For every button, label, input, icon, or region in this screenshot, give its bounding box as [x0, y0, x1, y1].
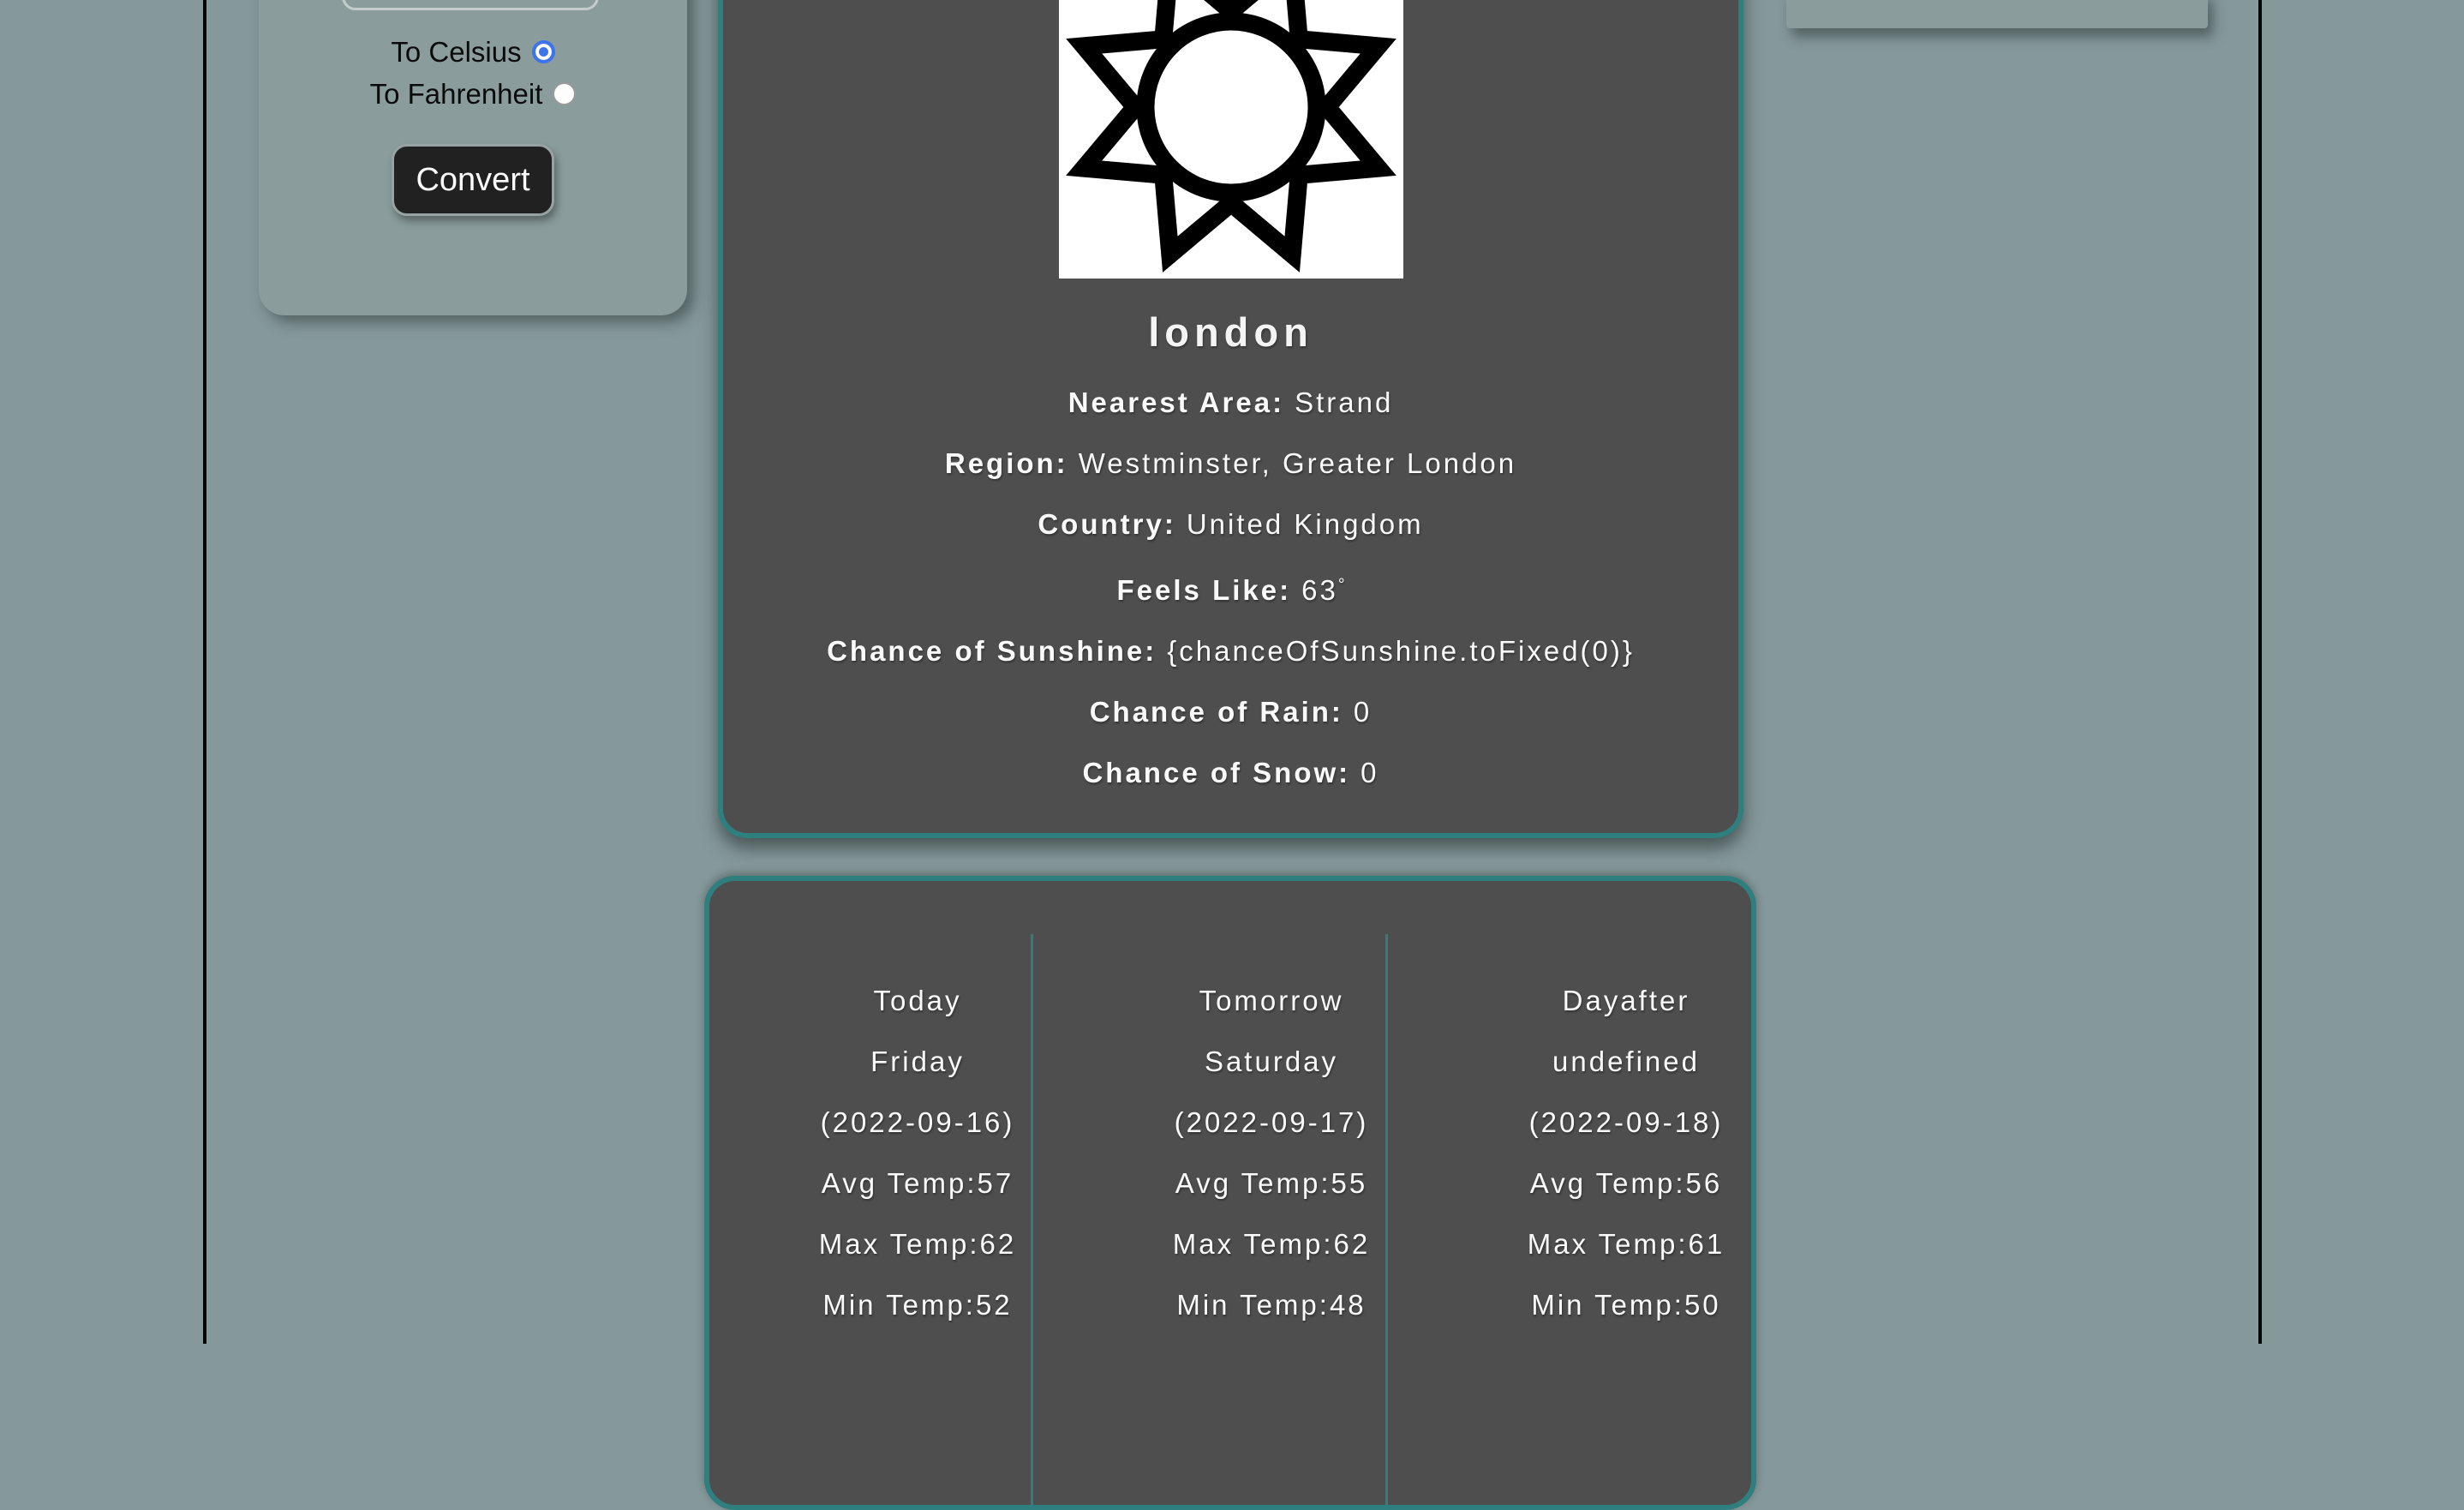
degree-symbol: ° [1337, 576, 1345, 594]
forecast-title: Dayafter [1562, 985, 1690, 1016]
forecast-max-temp: Max Temp:61 [1527, 1228, 1725, 1260]
sun-icon [1059, 0, 1403, 279]
weather-details [723, 387, 1738, 818]
forecast-min-temp: Min Temp:52 [822, 1289, 1013, 1321]
nearest-area-row: Nearest Area: Strand [1068, 386, 1394, 418]
fahrenheit-radio[interactable] [553, 82, 576, 105]
unit-radio-group [259, 31, 687, 115]
celsius-label: To Celsius [391, 36, 522, 68]
forecast-day: undefined [1552, 1046, 1700, 1077]
feels-like-row: Feels Like: 63° [1116, 574, 1345, 606]
chance-of-rain-row: Chance of Rain: 0 [1089, 696, 1373, 728]
forecast-day: Saturday [1204, 1046, 1339, 1077]
country-row: Country: United Kingdom [1038, 508, 1424, 540]
current-weather-card [718, 0, 1743, 838]
forecast-title: Tomorrow [1199, 985, 1344, 1016]
temperature-input[interactable] [342, 0, 599, 10]
forecast-avg-temp: Avg Temp:55 [1175, 1167, 1368, 1199]
region-row: Region: Westminster, Greater London [944, 447, 1517, 479]
top-right-card-fragment [1786, 0, 2208, 28]
forecast-column-dayafter [1528, 986, 1725, 1351]
forecast-day: Friday [870, 1046, 965, 1077]
column-divider [1385, 934, 1388, 1505]
forecast-column-tomorrow [1173, 986, 1370, 1351]
chance-of-snow-row: Chance of Snow: 0 [1082, 757, 1379, 788]
forecast-max-temp: Max Temp:62 [1172, 1228, 1371, 1260]
column-divider [1031, 934, 1033, 1505]
forecast-min-temp: Min Temp:48 [1176, 1289, 1367, 1321]
celsius-radio[interactable] [532, 40, 555, 63]
fahrenheit-label: To Fahrenheit [369, 78, 543, 110]
convert-button[interactable]: Convert [392, 144, 554, 216]
chance-of-sunshine-row: Chance of Sunshine: {chanceOfSunshine.toFixed(0)} [827, 635, 1635, 667]
forecast-date: (2022-09-16) [820, 1106, 1015, 1138]
fahrenheit-option-row [259, 73, 687, 115]
forecast-min-temp: Min Temp:50 [1531, 1289, 1721, 1321]
forecast-title: Today [873, 985, 962, 1016]
forecast-date: (2022-09-18) [1528, 1106, 1724, 1138]
forecast-avg-temp: Avg Temp:56 [1529, 1167, 1723, 1199]
forecast-date: (2022-09-17) [1174, 1106, 1369, 1138]
forecast-max-temp: Max Temp:62 [818, 1228, 1017, 1260]
temperature-converter-card [259, 0, 687, 315]
forecast-column-today [819, 986, 1016, 1351]
forecast-card [704, 876, 1756, 1510]
celsius-option-row [259, 31, 687, 73]
forecast-avg-temp: Avg Temp:57 [821, 1167, 1014, 1199]
city-name: london [1148, 309, 1313, 355]
